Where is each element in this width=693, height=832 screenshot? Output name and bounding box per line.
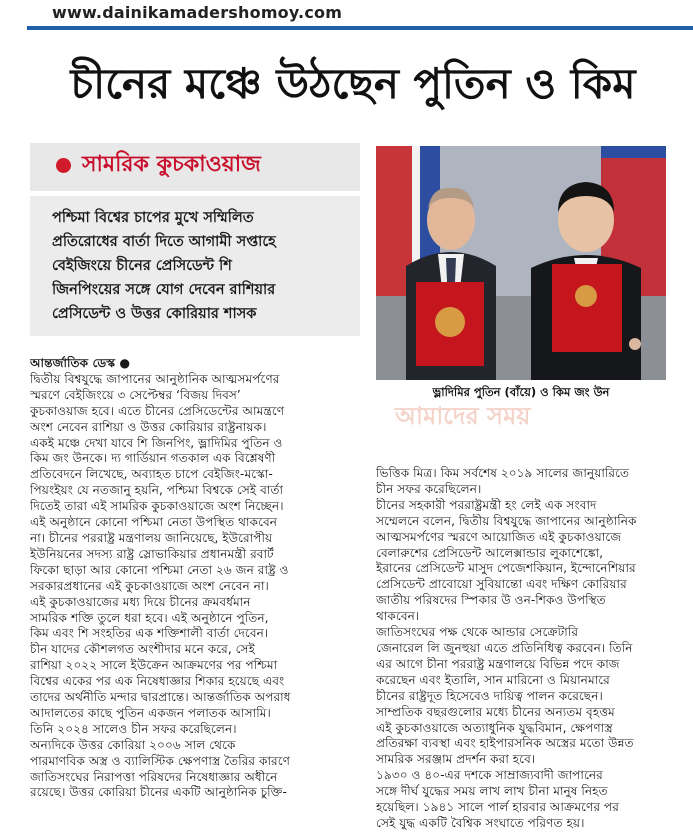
photo-illustration	[376, 146, 666, 380]
body-line: জেনারেল লি জুনহুয়া এতে প্রতিনিধিত্ব করবেন। তিনি	[376, 640, 633, 655]
deck-line: বেইজিংয়ে চীনের প্রেসিডেন্ট শি	[52, 258, 232, 274]
body-line: অংশ নেবেন রাশিয়া ও উত্তর কোরিয়ার রাষ্ট্রনায়ক।	[30, 419, 267, 434]
body-line: প্রতিবেদনে লিখেছে, অব্যাহত চাপে বেইজিং-মস্কো-	[30, 467, 273, 482]
body-line: তিনি ২০২৪ সালেও চীন সফর করেছিলেন।	[30, 721, 237, 736]
body-line: একই মঞ্চে দেখা যাবে শি জিনপিং, ভ্লাদিমির পুতিন ও	[30, 435, 283, 450]
body-line: দিতেই তারা এই সামরিক কুচকাওয়াজে অংশ নিচ্ছেন।	[30, 499, 284, 514]
body-line: কিম এবং শি সংহতির এক শক্তিশালী বার্তা দেবেন।	[30, 626, 269, 641]
deck-line: প্রতিরোধের বার্তা দিতে আগামী সপ্তাহে	[52, 234, 276, 250]
deck-line: প্রেসিডেন্ট ও উত্তর কোরিয়ার শাসক	[52, 306, 257, 322]
article-column-right	[376, 466, 666, 832]
kicker-label: সামরিক কুচকাওয়াজ	[82, 152, 261, 177]
body-line: তাদের অর্থনীতি মন্দার দ্বারপ্রান্তে। আন্তর্জাতিক অপরাধ	[30, 690, 291, 705]
body-line: সঙ্গে দীর্ঘ যুদ্ধের সময় লাখ লাখ চীনা মানুষ নিহত	[376, 784, 608, 799]
body-line: রাশিয়া ২০২২ সালে ইউক্রেন আক্রমণের পর পশ্চিমা	[30, 658, 278, 673]
body-line: এই কুচকাওয়াজে অত্যাধুনিক যুদ্ধবিমান, ক্ষেপণাস্ত্র	[376, 720, 613, 735]
body-line: চীন সফর করেছিলেন।	[376, 481, 482, 496]
body-line: কুচকাওয়াজ হবে। এতে চীনের প্রেসিডেন্টের আমন্ত্রণে	[30, 403, 285, 418]
body-line: সরকারপ্রধানের এই কুচকাওয়াজে অংশ নেবেন না।	[30, 578, 269, 593]
site-url[interactable]: www.dainikamadershomoy.com	[52, 3, 343, 22]
deck-line: জিনপিংয়ের সঙ্গে যোগ দেবেন রাশিয়ার	[52, 282, 276, 298]
body-line: করেছেন এবং ইতালি, সান মারিনো ও মিয়ানমারে	[376, 672, 610, 687]
body-line: সামরিক শক্তি তুলে ধরা হবে। এই অনুষ্ঠানে পুতিন,	[30, 610, 269, 625]
photo-caption: ভ্লাদিমির পুতিন (বাঁয়ে) ও কিম জং উন	[432, 385, 610, 399]
body-line: ১৯৩০ ও ৪০-এর দশকে সাম্রাজ্যবাদী জাপানের	[376, 768, 603, 783]
body-line: ফিকো ছাড়া আর কোনো পশ্চিমা নেতা ২৬ জন রাষ্ট্র ও	[30, 562, 289, 577]
news-photo	[376, 146, 666, 380]
body-line: চীন যাদের কৌশলগত অংশীদার মনে করে, সেই	[30, 642, 255, 657]
body-line: এই অনুষ্ঠানে কোনো পশ্চিমা নেতা উপস্থিত থাকবেন	[30, 515, 278, 530]
body-line: থাকবেন।	[376, 609, 420, 624]
masthead-rule	[27, 26, 693, 30]
article-column-left	[30, 356, 360, 801]
body-line: না। চীনের পররাষ্ট্র মন্ত্রণালয় জানিয়েছে, ইউরোপীয়	[30, 530, 273, 545]
body-line: ইউনিয়নের সদস্য রাষ্ট্র স্লোভাকিয়ার প্রধানমন্ত্রী রবার্ট	[30, 546, 274, 561]
byline: আন্তর্জাতিক ডেস্ক ●	[30, 356, 131, 370]
body-line: চীনের সহকারী পররাষ্ট্রমন্ত্রী হং লেই এক সংবাদ	[376, 497, 597, 512]
body-line: ইরানের প্রেসিডেন্ট মাসুদ পেজেশকিয়ান, ইন্দোনেশিয়ার	[376, 561, 636, 576]
body-line: কিম জং উনকে। দ্য গার্ডিয়ান গতকাল এক বিশ্লেষণী	[30, 451, 276, 466]
body-line: সাম্প্রতিক বছরগুলোর মধ্যে চীনের অন্যতম বৃহত্তম	[376, 704, 615, 719]
body-line: প্রতিরক্ষা ব্যবস্থা এবং হাইপারসনিক অস্ত্রের মতো উন্নত	[376, 736, 634, 751]
body-line: এই কুচকাওয়াজের মধ্য দিয়ে চীনের ক্রমবর্ধমান	[30, 594, 251, 609]
body-line: দ্বিতীয় বিশ্বযুদ্ধে জাপানের আনুষ্ঠানিক আত্মসমর্পণের	[30, 371, 280, 386]
body-line: সম্মেলনে বলেন, দ্বিতীয় বিশ্বযুদ্ধে জাপানের আনুষ্ঠানিক	[376, 513, 637, 528]
body-line: আত্মসমর্পণের স্মরণে আয়োজিত এই কুচকাওয়াজে	[376, 529, 622, 544]
body-line: সেই যুদ্ধ একটি বৈশ্বিক সংঘাতে পরিণত হয়।	[376, 815, 585, 830]
body-line: চীনের রাষ্ট্রদূত হিসেবেও দায়িত্ব পালন করেছেন।	[376, 688, 603, 703]
body-line: জাতীয় পরিষদের স্পিকার উ ওন-শিকও উপস্থিত	[376, 593, 606, 608]
body-line: জাতিসংঘের নিরাপত্তা পরিষদের নিষেধাজ্ঞার অধীনে	[30, 769, 278, 784]
kicker-bullet-icon	[56, 158, 71, 173]
body-line: রয়েছে। উত্তর কোরিয়া চীনের একটি আনুষ্ঠানিক চুক্তি-	[30, 785, 287, 800]
body-line: প্রেসিডেন্ট প্রাবোয়ো সুবিয়ান্তো এবং দক্ষিণ কোরিয়ার	[376, 577, 627, 592]
watermark-logo: আমাদের সময়	[395, 402, 531, 430]
deck-line: পশ্চিমা বিশ্বের চাপের মুখে সম্মিলিত	[52, 210, 254, 226]
body-line: বিশ্বের একের পর এক নিষেধাজ্ঞার শিকার হয়েছে এবং	[30, 674, 285, 689]
body-line: পিয়ংইয়ং যে নতজানু হয়নি, পশ্চিমা বিশ্বকে সেই বার্তা	[30, 483, 284, 498]
body-line: এর আগে চীনা পররাষ্ট্র মন্ত্রণালয়ে বিভিন্ন পদে কাজ	[376, 656, 620, 671]
body-line: জাতিসংঘের পক্ষ থেকে আন্ডার সেক্রেটারি	[376, 625, 579, 640]
headline: চীনের মঞ্চে উঠছেন পুতিন ও কিম	[70, 59, 636, 108]
body-line: স্মরণে বেইজিংয়ে ৩ সেপ্টেম্বর ‘বিজয় দিবস’	[30, 387, 241, 402]
body-line: পারমাণবিক অস্ত্র ও ব্যালিস্টিক ক্ষেপণাস্ত্র তৈরির কারণে	[30, 753, 291, 768]
body-line: বেলারুশের প্রেসিডেন্ট আলেক্সান্ডার লুকাশেঙ্কো,	[376, 545, 603, 560]
body-line: আদালতের কাছে পুতিন একজন পলাতক আসামি।	[30, 705, 271, 720]
masthead	[0, 0, 693, 30]
body-line: অন্যদিকে উত্তর কোরিয়া ২০০৬ সাল থেকে	[30, 737, 236, 752]
body-line: হয়েছিল। ১৯৪১ সালে পার্ল হারবার আক্রমণের পর	[376, 800, 619, 815]
body-line: ভিত্তিক মিত্র। কিম সর্বশেষ ২০১৯ সালের জানুয়ারিতে	[376, 466, 630, 480]
body-line: সামরিক সরঞ্জাম প্রদর্শন করা হবে।	[376, 752, 536, 767]
